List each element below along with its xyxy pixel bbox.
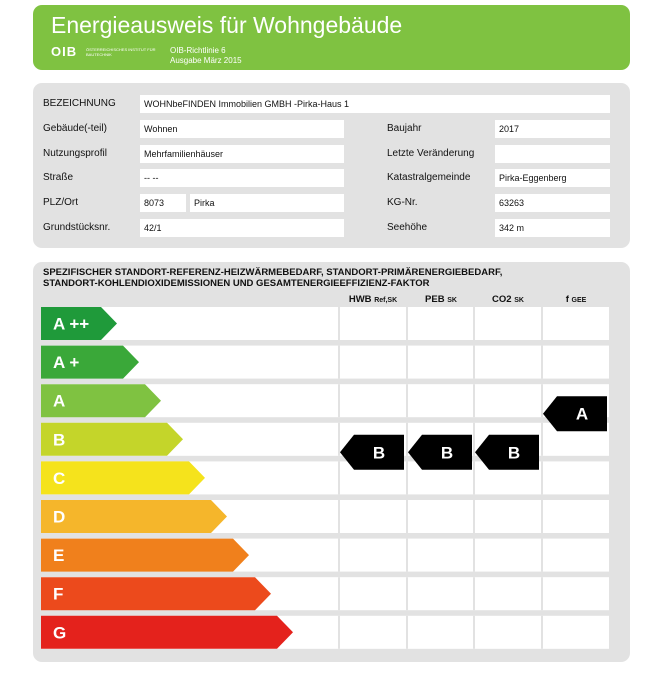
column-header-fgee-main: f bbox=[565, 294, 569, 305]
bezeichnung-label: BEZEICHNUNG bbox=[43, 98, 116, 109]
column-divider bbox=[473, 307, 475, 340]
plz-field: 8073 bbox=[140, 194, 186, 212]
column-divider bbox=[338, 346, 340, 379]
grundstuecksnr-label: Grundstücksnr. bbox=[43, 222, 111, 233]
column-divider bbox=[338, 500, 340, 533]
baujahr-field: 2017 bbox=[495, 120, 610, 138]
strasse-field: -- -- bbox=[140, 169, 344, 187]
column-divider bbox=[541, 616, 543, 649]
nutzungsprofil-label: Nutzungsprofil bbox=[43, 148, 107, 159]
band-label-4: C bbox=[53, 468, 66, 488]
energy-scale-chart bbox=[33, 262, 630, 662]
letzte-veraenderung-field bbox=[495, 145, 610, 163]
column-header-peb-sub: SK bbox=[447, 297, 457, 304]
column-divider bbox=[541, 539, 543, 572]
band-label-5: D bbox=[53, 507, 66, 527]
column-divider bbox=[406, 461, 408, 494]
column-divider bbox=[473, 461, 475, 494]
building-info-panel bbox=[33, 83, 630, 248]
column-header-peb-main: PEB bbox=[425, 294, 445, 305]
oib-logo bbox=[51, 44, 161, 66]
column-divider bbox=[473, 500, 475, 533]
richtlinie-line: OIB-Richtlinie 6 bbox=[170, 46, 226, 55]
column-divider bbox=[338, 616, 340, 649]
band-arrow-7 bbox=[41, 577, 271, 610]
column-divider bbox=[338, 423, 340, 456]
baujahr-label: Baujahr bbox=[387, 123, 422, 134]
band-label-2: A bbox=[53, 391, 66, 411]
column-divider bbox=[473, 577, 475, 610]
band-label-0: A ++ bbox=[53, 314, 90, 334]
column-header-hwb-sub: Ref,SK bbox=[374, 297, 398, 304]
column-divider bbox=[541, 500, 543, 533]
column-header-co2-main: CO2 bbox=[492, 294, 512, 305]
column-header-co2-sub: SK bbox=[514, 297, 524, 304]
rating-marker-label-1: B bbox=[440, 443, 454, 463]
energy-rating-panel bbox=[33, 262, 630, 662]
katastralgemeinde-label: Katastralgemeinde bbox=[387, 172, 471, 183]
column-divider bbox=[406, 577, 408, 610]
energy-heading-line2: STANDORT-KOHLENDIOXIDEMISSIONEN UND GESAMTENERGIEEFFIZIENZ-FAKTOR bbox=[43, 278, 430, 289]
energy-heading-line1: SPEZIFISCHER STANDORT-REFERENZ-HEIZWÄRMEBEDARF, STANDORT-PRIMÄRENERGIEBEDARF, bbox=[43, 267, 503, 278]
band-arrow-4 bbox=[41, 461, 205, 494]
column-divider bbox=[406, 384, 408, 417]
column-divider bbox=[406, 423, 408, 456]
column-divider bbox=[338, 539, 340, 572]
column-divider bbox=[541, 307, 543, 340]
column-divider bbox=[338, 307, 340, 340]
band-arrow-6 bbox=[41, 539, 249, 572]
band-arrow-8 bbox=[41, 616, 293, 649]
page-title: Energieausweis für Wohngebäude bbox=[51, 12, 403, 38]
column-divider bbox=[406, 307, 408, 340]
strasse-label: Straße bbox=[43, 172, 74, 183]
column-header-fgee-sub: GEE bbox=[571, 297, 587, 304]
nutzungsprofil-field: Mehrfamilienhäuser bbox=[140, 145, 344, 163]
rating-marker-label-0: B bbox=[372, 443, 386, 463]
seehoehe-label: Seehöhe bbox=[387, 222, 428, 233]
rating-marker-label-3: A bbox=[575, 404, 589, 424]
kg-nr-field: 63263 bbox=[495, 194, 610, 212]
ausgabe-line: Ausgabe März 2015 bbox=[170, 56, 242, 65]
richtlinie-info bbox=[170, 46, 242, 66]
gebaeude-field: Wohnen bbox=[140, 120, 344, 138]
oib-logo-subtitle: ÖSTERREICHISCHES INSTITUT FÜR BAUTECHNIK bbox=[86, 47, 156, 57]
header-banner bbox=[33, 5, 630, 70]
oib-logo-text: OIB bbox=[51, 44, 78, 59]
column-divider bbox=[541, 577, 543, 610]
column-divider bbox=[473, 616, 475, 649]
column-divider bbox=[406, 500, 408, 533]
band-label-6: E bbox=[53, 546, 65, 566]
gebaeude-label: Gebäude(-teil) bbox=[43, 123, 107, 134]
band-label-7: F bbox=[53, 584, 64, 604]
column-divider bbox=[541, 346, 543, 379]
column-divider bbox=[473, 346, 475, 379]
column-divider bbox=[473, 423, 475, 456]
plz-ort-label: PLZ/Ort bbox=[43, 197, 79, 208]
band-label-3: B bbox=[53, 430, 66, 450]
column-divider bbox=[406, 346, 408, 379]
band-arrow-5 bbox=[41, 500, 227, 533]
bezeichnung-field: WOHNbeFINDEN Immobilien GMBH -Pirka-Haus 1 bbox=[140, 95, 610, 113]
column-header-hwb-main: HWB bbox=[348, 294, 372, 305]
column-divider bbox=[338, 577, 340, 610]
grundstuecksnr-field: 42/1 bbox=[140, 219, 344, 237]
letzte-veraenderung-label: Letzte Veränderung bbox=[387, 148, 475, 159]
column-divider bbox=[473, 539, 475, 572]
band-label-8: G bbox=[53, 623, 67, 643]
column-divider bbox=[406, 616, 408, 649]
column-divider bbox=[541, 384, 543, 417]
scale-row-0 bbox=[41, 307, 609, 340]
column-divider bbox=[541, 423, 543, 456]
column-divider bbox=[338, 384, 340, 417]
kg-nr-label: KG-Nr. bbox=[387, 197, 418, 208]
rating-marker-label-2: B bbox=[507, 443, 521, 463]
column-divider bbox=[473, 384, 475, 417]
katastralgemeinde-field: Pirka-Eggenberg bbox=[495, 169, 610, 187]
ort-field: Pirka bbox=[190, 194, 344, 212]
column-divider bbox=[406, 539, 408, 572]
column-divider bbox=[541, 461, 543, 494]
column-divider bbox=[338, 461, 340, 494]
seehoehe-field: 342 m bbox=[495, 219, 610, 237]
band-label-1: A + bbox=[53, 353, 80, 373]
